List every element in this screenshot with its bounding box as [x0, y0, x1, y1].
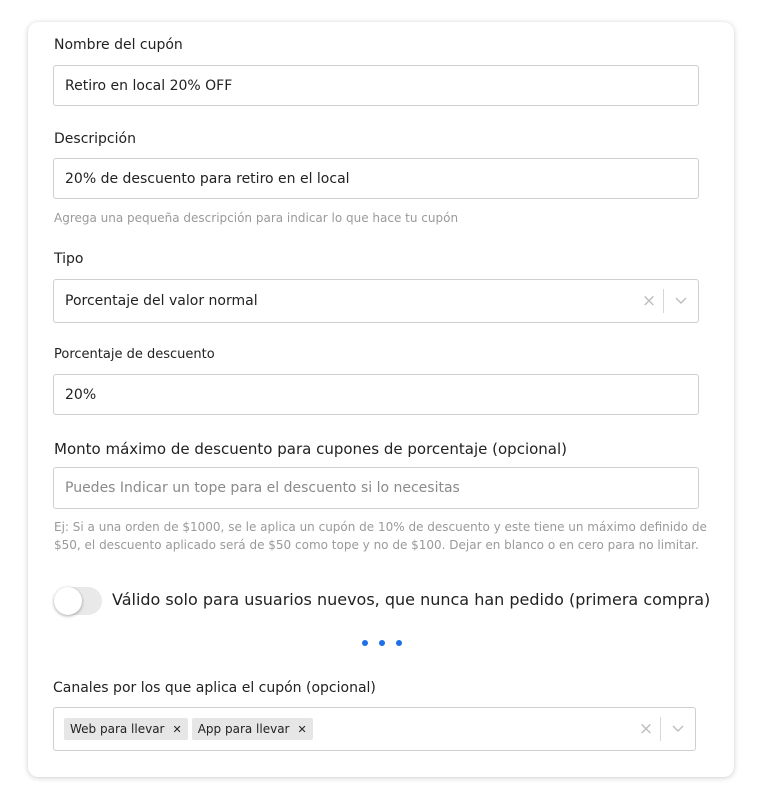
max-discount-input[interactable] [65, 480, 687, 496]
dot [396, 640, 402, 646]
type-select[interactable] [53, 279, 699, 323]
max-discount-help [54, 518, 707, 554]
coupon-form-card [28, 22, 734, 777]
channel-tag-label: Web para llevar [70, 722, 165, 736]
discount-percentage-field[interactable] [53, 374, 699, 415]
channels-multiselect[interactable] [53, 707, 696, 751]
discount-percentage-label: Porcentaje de descuento [54, 347, 215, 362]
description-input[interactable] [65, 171, 687, 187]
max-discount-help-line2: $50, el descuento aplicado será de $50 como tope y no de $100. Dejar en blanco o en cero para no limitar. [54, 538, 699, 552]
max-discount-help-line1: Ej: Si a una orden de $1000, se le aplica un cupón de 10% de descuento y este tiene un máximo definido de [54, 520, 707, 534]
chevron-down-icon[interactable] [664, 297, 698, 305]
coupon-name-input[interactable] [65, 78, 687, 94]
close-icon[interactable]: × [638, 719, 654, 739]
coupon-name-field[interactable] [53, 65, 699, 106]
dot [379, 640, 385, 646]
channel-tag [192, 718, 313, 740]
description-label: Descripción [54, 131, 136, 147]
remove-tag-icon[interactable]: ✕ [297, 722, 307, 736]
description-help: Agrega una pequeña descripción para indicar lo que hace tu cupón [54, 211, 459, 225]
channels-label: Canales por los que aplica el cupón (opcional) [53, 680, 376, 696]
more-dots-icon[interactable] [362, 640, 402, 646]
new-users-toggle-label: Válido solo para usuarios nuevos, que nunca han pedido (primera compra) [112, 590, 711, 609]
description-field[interactable] [53, 158, 699, 199]
channel-tag-label: App para llevar [197, 722, 290, 736]
discount-percentage-input[interactable] [65, 387, 687, 403]
chevron-down-icon[interactable] [661, 725, 695, 733]
type-label: Tipo [54, 251, 84, 267]
remove-tag-icon[interactable]: ✕ [172, 722, 182, 736]
channel-tag [64, 718, 188, 740]
coupon-name-label: Nombre del cupón [54, 37, 183, 53]
toggle-knob [54, 587, 82, 615]
dot [362, 640, 368, 646]
close-icon[interactable]: × [641, 291, 657, 311]
type-select-value: Porcentaje del valor normal [65, 293, 258, 309]
channels-select-controls [632, 708, 695, 750]
new-users-toggle[interactable] [54, 587, 102, 615]
type-select-controls [635, 280, 698, 322]
max-discount-field[interactable] [53, 467, 699, 509]
max-discount-label: Monto máximo de descuento para cupones de porcentaje (opcional) [54, 440, 568, 458]
